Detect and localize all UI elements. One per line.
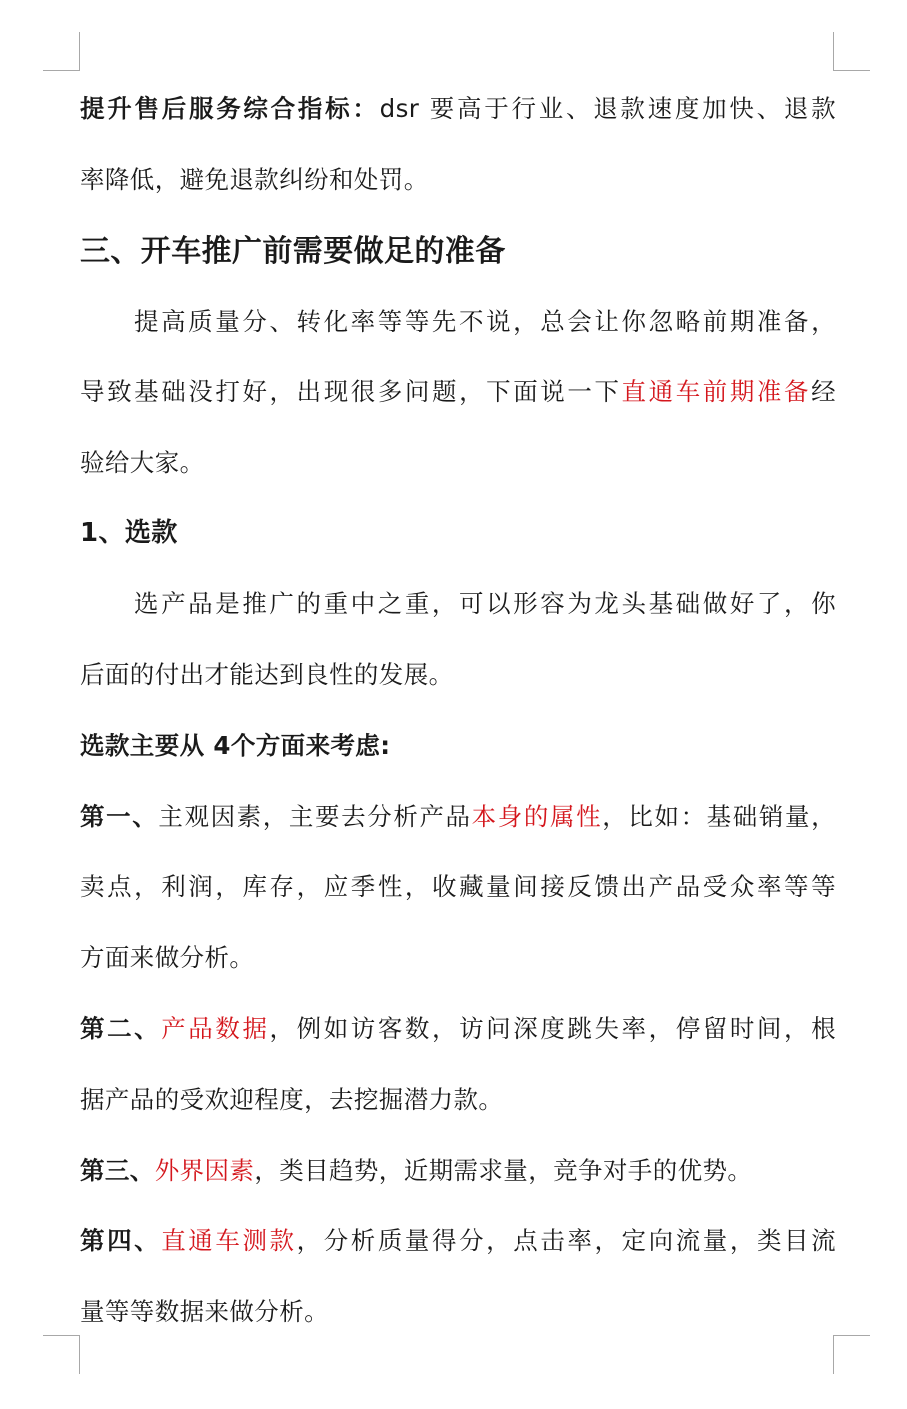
point4-line-1-post: ，分析质量得分，点击率，定向流量，类目流: [296, 1226, 836, 1255]
point1-line-1: [80, 800, 836, 834]
point1-highlight: 本身的属性: [471, 802, 603, 831]
crop-mark-top-left: [43, 32, 80, 71]
point2-line-1: [80, 1012, 836, 1046]
point2-label: 第二、: [80, 1014, 162, 1043]
point4-highlight: 直通车测款: [161, 1226, 297, 1255]
intro-line-1: 提高质量分、转化率等等先不说，总会让你忽略前期准备，: [134, 307, 836, 336]
crop-mark-bottom-left: [43, 1335, 80, 1374]
after-sales-line-2: 率降低，避免退款纠纷和处罚。: [80, 165, 429, 194]
point2-line-1-post: ，例如访客数，访问深度跳失率，停留时间，根: [269, 1014, 836, 1043]
point1-line-2: 卖点，利润，库存，应季性，收藏量间接反馈出产品受众率等等: [80, 872, 836, 901]
point4-line-2: 量等等数据来做分析。: [80, 1297, 329, 1326]
after-sales-label: 提升售后服务综合指标：: [80, 94, 380, 123]
point4-line-1: [80, 1224, 836, 1258]
point1-line-1-pre: 主观因素，主要去分析产品: [158, 802, 472, 831]
point4-label: 第四、: [80, 1226, 162, 1255]
section-heading: 三、开车推广前需要做足的准备: [80, 234, 506, 269]
sub-heading-select: 1、选款: [80, 518, 178, 548]
intro-highlight-link: 直通车前期准备: [621, 377, 812, 406]
point2-highlight: 产品数据: [161, 1014, 270, 1043]
intro-line-3: 验给大家。: [80, 448, 205, 477]
crop-mark-top-right: [833, 32, 870, 71]
after-sales-line-1: [80, 92, 836, 126]
point2-line-2: 据产品的受欢迎程度，去挖掘潜力款。: [80, 1085, 504, 1114]
point3-highlight: 外界因素: [154, 1156, 255, 1185]
point3-label: 第三、: [80, 1156, 155, 1185]
point3-line-1: [80, 1154, 836, 1188]
select-line-1: 选产品是推广的重中之重，可以形容为龙头基础做好了，你: [134, 589, 836, 618]
select-line-2: 后面的付出才能达到良性的发展。: [80, 660, 454, 689]
point1-line-1-post: ，比如：基础销量，: [602, 802, 837, 831]
four-aspects-heading: 选款主要从 4个方面来考虑:: [80, 731, 391, 760]
crop-mark-bottom-right: [833, 1335, 870, 1374]
point1-line-3: 方面来做分析。: [80, 943, 255, 972]
point3-line-1-post: ，类目趋势，近期需求量，竞争对手的优势。: [254, 1156, 753, 1185]
intro-line-2-post: 经: [811, 377, 836, 406]
intro-line-2: [80, 375, 836, 409]
intro-line-2-pre: 导致基础没打好，出现很多问题，下面说一下: [80, 377, 622, 406]
after-sales-text-1: dsr 要高于行业、退款速度加快、退款: [379, 94, 836, 123]
point1-label: 第一、: [80, 802, 159, 831]
